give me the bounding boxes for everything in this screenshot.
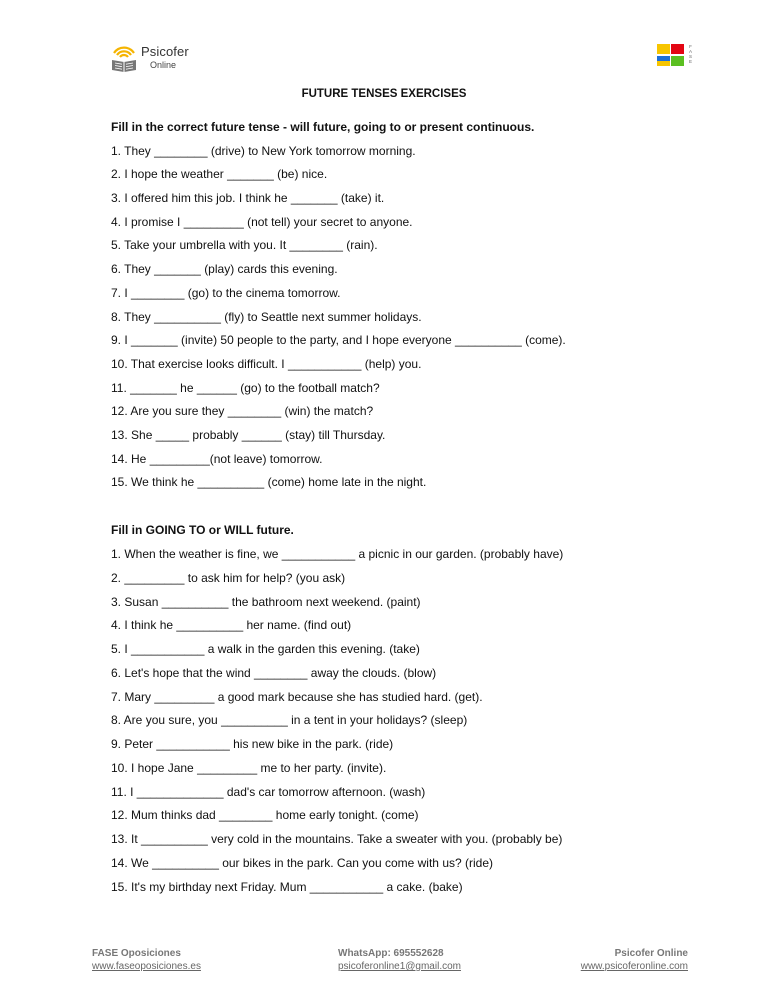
exercise-item: 10. That exercise looks difficult. I ___________ (help) you. (111, 357, 422, 371)
exercise-item: 12. Are you sure they ________ (win) the match? (111, 404, 374, 418)
psicofer-logo (108, 40, 218, 72)
exercise-item: 11. _______ he ______ (go) to the football match? (111, 381, 380, 395)
footer-center-link[interactable]: psicoferonline1@gmail.com (338, 961, 461, 972)
exercise-item: 3. Susan __________ the bathroom next weekend. (paint) (111, 595, 421, 609)
exercise-item: 12. Mum thinks dad ________ home early tonight. (come) (111, 808, 419, 822)
logo-square-yellow-2 (657, 61, 670, 66)
exercise-item: 7. Mary _________ a good mark because she has studied hard. (get). (111, 690, 483, 704)
logo-letter: F (689, 44, 692, 49)
exercise-item: 5. I ___________ a walk in the garden this evening. (take) (111, 642, 420, 656)
exercise-item: 4. I think he __________ her name. (find out) (111, 618, 352, 632)
logo-name: Psicofer (141, 44, 189, 59)
exercise-item: 11. I _____________ dad's car tomorrow afternoon. (wash) (111, 785, 426, 799)
exercise-item: 15. It's my birthday next Friday. Mum ___________ a cake. (bake) (111, 880, 463, 894)
footer-left (92, 947, 201, 973)
section2-heading: Fill in GOING TO or WILL future. (111, 523, 294, 537)
exercise-item: 15. We think he __________ (come) home late in the night. (111, 475, 427, 489)
footer-center (338, 947, 461, 973)
exercise-item: 9. Peter ___________ his new bike in the park. (ride) (111, 737, 394, 751)
exercise-item: 14. He _________(not leave) tomorrow. (111, 452, 323, 466)
section1-heading: Fill in the correct future tense - will future, going to or present continuous. (111, 120, 535, 134)
logo-letter: S (688, 54, 692, 59)
footer-right-label: Psicofer Online (614, 948, 688, 959)
exercise-item: 10. I hope Jane _________ me to her party. (invite). (111, 761, 387, 775)
exercise-item: 5. Take your umbrella with you. It ________ (rain). (111, 238, 378, 252)
exercise-item: 9. I _______ (invite) 50 people to the party, and I hope everyone __________ (come). (111, 333, 566, 347)
fase-logo (657, 44, 697, 68)
logo-subtitle: Online (150, 60, 177, 70)
exercise-item: 6. They _______ (play) cards this evening. (111, 262, 338, 276)
exercise-item: 1. They ________ (drive) to New York tomorrow morning. (111, 144, 416, 158)
footer-left-label: FASE Oposiciones (92, 948, 181, 959)
logo-square-yellow (657, 44, 670, 54)
logo-letters (688, 44, 693, 64)
exercise-item: 3. I offered him this job. I think he _______ (take) it. (111, 191, 385, 205)
logo-letter: E (688, 59, 692, 64)
exercise-item: 1. When the weather is fine, we ___________ a picnic in our garden. (probably have) (111, 547, 564, 561)
exercise-item: 8. Are you sure, you __________ in a tent in your holidays? (sleep) (111, 713, 468, 727)
book-wifi-icon (108, 40, 140, 72)
logo-square-red (671, 44, 684, 54)
exercise-item: 8. They __________ (fly) to Seattle next summer holidays. (111, 310, 422, 324)
footer-right-link[interactable]: www.psicoferonline.com (580, 961, 688, 972)
exercise-item: 14. We __________ our bikes in the park. Can you come with us? (ride) (111, 856, 493, 870)
exercise-item: 6. Let's hope that the wind ________ away the clouds. (blow) (111, 666, 437, 680)
footer-left-link[interactable]: www.faseoposiciones.es (92, 961, 201, 972)
exercise-item: 7. I ________ (go) to the cinema tomorrow. (111, 286, 341, 300)
exercise-item: 4. I promise I _________ (not tell) your secret to anyone. (111, 215, 413, 229)
logo-letter: A (688, 49, 692, 54)
exercise-item: 2. _________ to ask him for help? (you ask) (111, 571, 346, 585)
exercise-item: 13. She _____ probably ______ (stay) till Thursday. (111, 428, 386, 442)
footer-right (581, 947, 688, 973)
logo-square-green (671, 56, 684, 66)
page-title: FUTURE TENSES EXERCISES (301, 88, 467, 100)
footer-center-label: WhatsApp: 695552628 (338, 948, 444, 959)
exercise-item: 13. It __________ very cold in the mountains. Take a sweater with you. (probably be) (111, 832, 563, 846)
exercise-item: 2. I hope the weather _______ (be) nice. (111, 167, 328, 181)
